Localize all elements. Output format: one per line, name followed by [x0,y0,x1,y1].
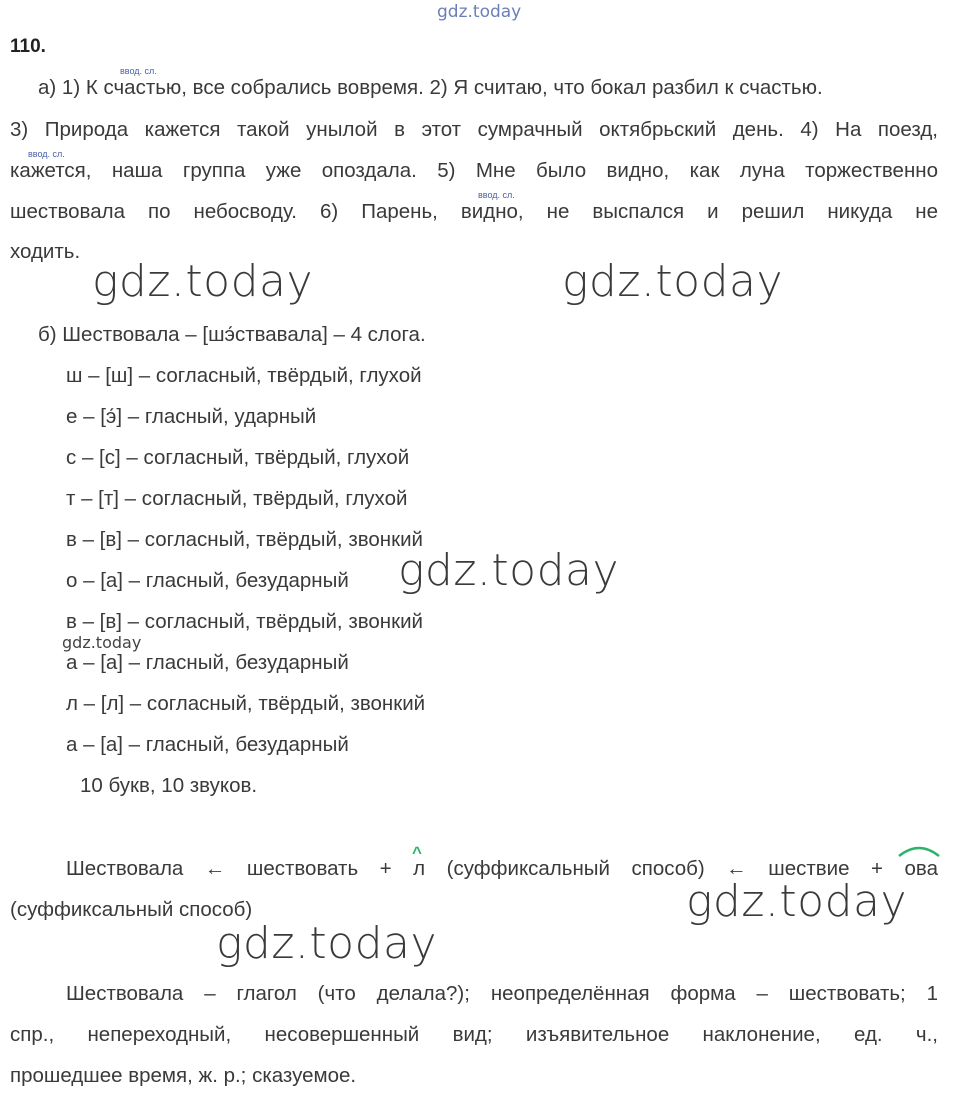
letter-analysis-7: в – [в] – согласный, твёрдый, звонкий [66,610,423,633]
morphology-line-2: спр., непереходный, несовершенный вид; изъявительное наклонение, ед. ч., [10,1023,938,1046]
watermark-1: gdz.today [92,256,314,307]
letter-analysis-2: е – [э́] – гласный, ударный [66,405,317,428]
suffix-mark-icon: ^ [412,843,422,862]
letter-analysis-6: о – [а] – гласный, безударный [66,569,349,592]
watermark-2: gdz.today [562,256,784,307]
note-intro-word-1: ввод. сл. [120,66,157,76]
morphology-line-3: прошедшее время, ж. р.; сказуемое. [10,1064,357,1087]
letter-analysis-5: в – [в] – согласный, твёрдый, звонкий [66,528,423,551]
part-b-title: б) Шествовала – [шэ́ствавала] – 4 слога. [38,323,426,346]
part-a-line-2: 3) Природа кажется такой унылой в этот сумрачный октябрьский день. 4) На поезд, [10,118,938,141]
part-a-line-5: ходить. [10,240,81,263]
watermark-5: gdz.today [216,918,438,969]
part-a-line-1: а) 1) К счастью, все собрались вовремя. 2) Я считаю, что бокал разбил к счастью. [38,76,823,99]
exercise-number: 110. [10,36,46,57]
letters-sounds-summary: 10 букв, 10 звуков. [80,774,258,797]
watermark-4: gdz.today [686,876,908,927]
letter-analysis-3: с – [с] – согласный, твёрдый, глухой [66,446,410,469]
letter-analysis-1: ш – [ш] – согласный, твёрдый, глухой [66,364,422,387]
word-formation-line-2: (суффиксальный способ) [10,898,253,921]
part-a-line-4: шествовала по небосводу. 6) Парень, видно, не выспался и решил никуда не [10,200,938,223]
note-intro-word-3: ввод. сл. [478,190,515,200]
word-formation-line-1: Шествовала ← шествовать + л (суффиксальный способ) ← шествие + ова [66,857,938,880]
watermark-3: gdz.today [398,545,620,596]
letter-analysis-4: т – [т] – согласный, твёрдый, глухой [66,487,408,510]
watermark-top: gdz.today [437,2,522,22]
letter-analysis-10: а – [а] – гласный, безударный [66,733,349,756]
part-a-line-3: кажется, наша группа уже опоздала. 5) Мне было видно, как луна торжественно [10,159,938,182]
note-intro-word-2: ввод. сл. [28,149,65,159]
watermark-small: gdz.today [62,633,142,652]
letter-analysis-9: л – [л] – согласный, твёрдый, звонкий [66,692,426,715]
letter-analysis-8: а – [а] – гласный, безударный [66,651,349,674]
morphology-line-1: Шествовала – глагол (что делала?); неопределённая форма – шествовать; 1 [66,982,938,1005]
